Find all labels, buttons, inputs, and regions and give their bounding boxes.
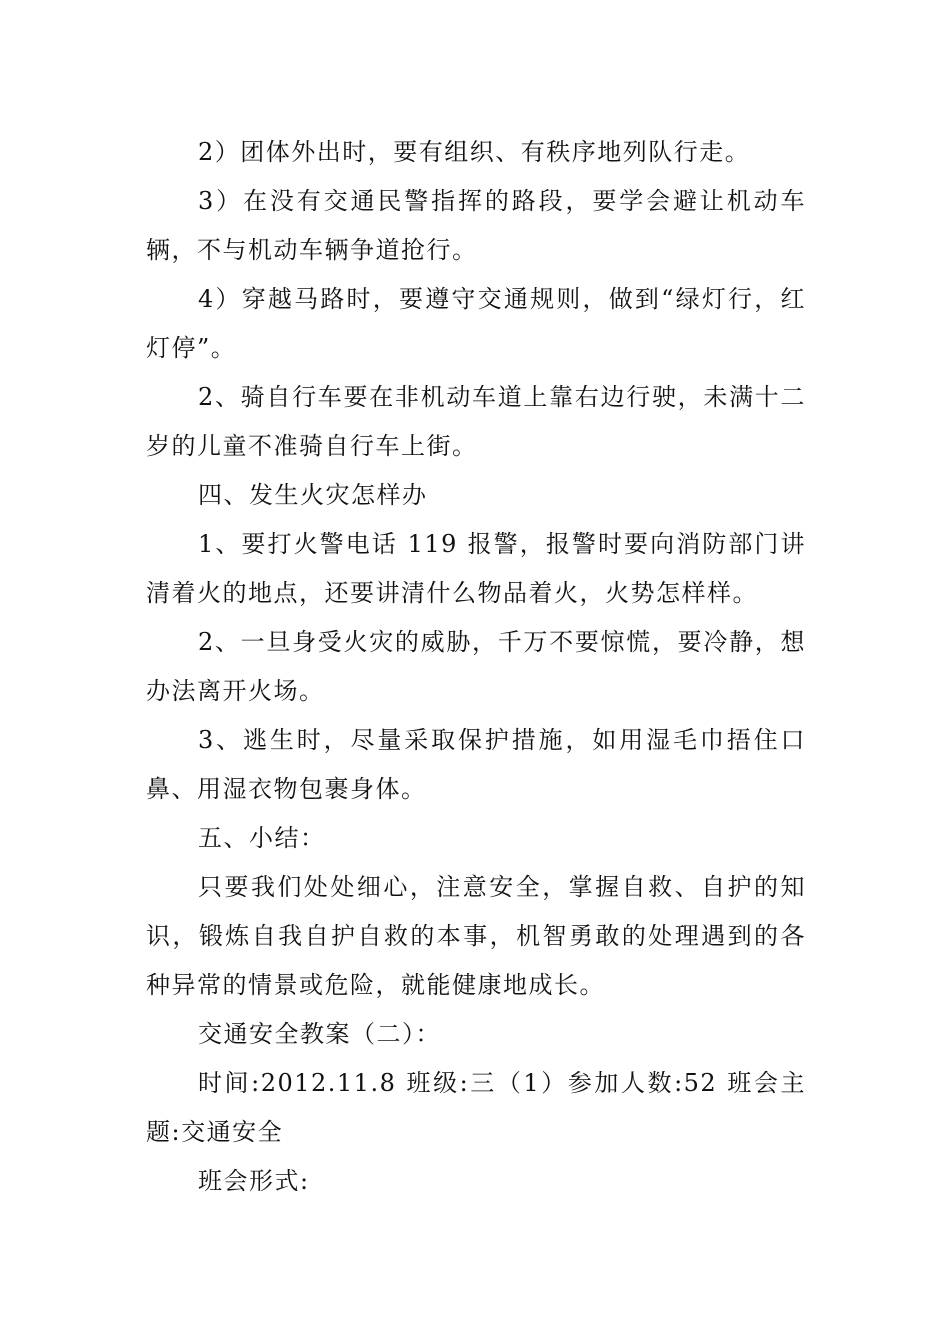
- paragraph-bicycle: 2、骑自行车要在非机动车道上靠右边行驶，未满十二岁的儿童不准骑自行车上街。: [146, 383, 806, 460]
- heading-summary: 五、小结：: [198, 824, 326, 852]
- paragraph-yield-vehicles: 3）在没有交通民警指挥的路段，要学会避让机动车辆，不与机动车辆争道抢行。: [146, 187, 806, 264]
- paragraph-fire-escape: 3、逃生时，尽量采取保护措施，如用湿毛巾捂住口鼻、用湿衣物包裹身体。: [146, 726, 806, 803]
- paragraph-crossing-road: 4）穿越马路时，要遵守交通规则，做到“绿灯行，红灯停”。: [146, 285, 806, 362]
- paragraph-group-outing: 2）团体外出时，要有组织、有秩序地列队行走。: [198, 138, 751, 166]
- paragraph-meeting-info: 时间:2012.11.8 班级:三（1）参加人数:52 班会主题:交通安全: [146, 1069, 806, 1146]
- paragraph-fire-call: 1、要打火警电话 119 报警，报警时要向消防部门讲清着火的地点，还要讲清什么物品着火，火势怎样样。: [146, 530, 806, 607]
- document-body: [146, 128, 806, 1206]
- heading-fire: 四、发生火灾怎样办: [198, 481, 428, 509]
- paragraph-meeting-format: 班会形式:: [198, 1167, 310, 1195]
- paragraph-fire-calm: 2、一旦身受火灾的威胁，千万不要惊慌，要冷静，想办法离开火场。: [146, 628, 806, 705]
- heading-lesson-plan-2: 交通安全教案（二）：: [198, 1020, 441, 1048]
- paragraph-summary: 只要我们处处细心，注意安全，掌握自救、自护的知识，锻炼自我自护自救的本事，机智勇敢的处理遇到的各种异常的情景或危险，就能健康地成长。: [146, 873, 806, 999]
